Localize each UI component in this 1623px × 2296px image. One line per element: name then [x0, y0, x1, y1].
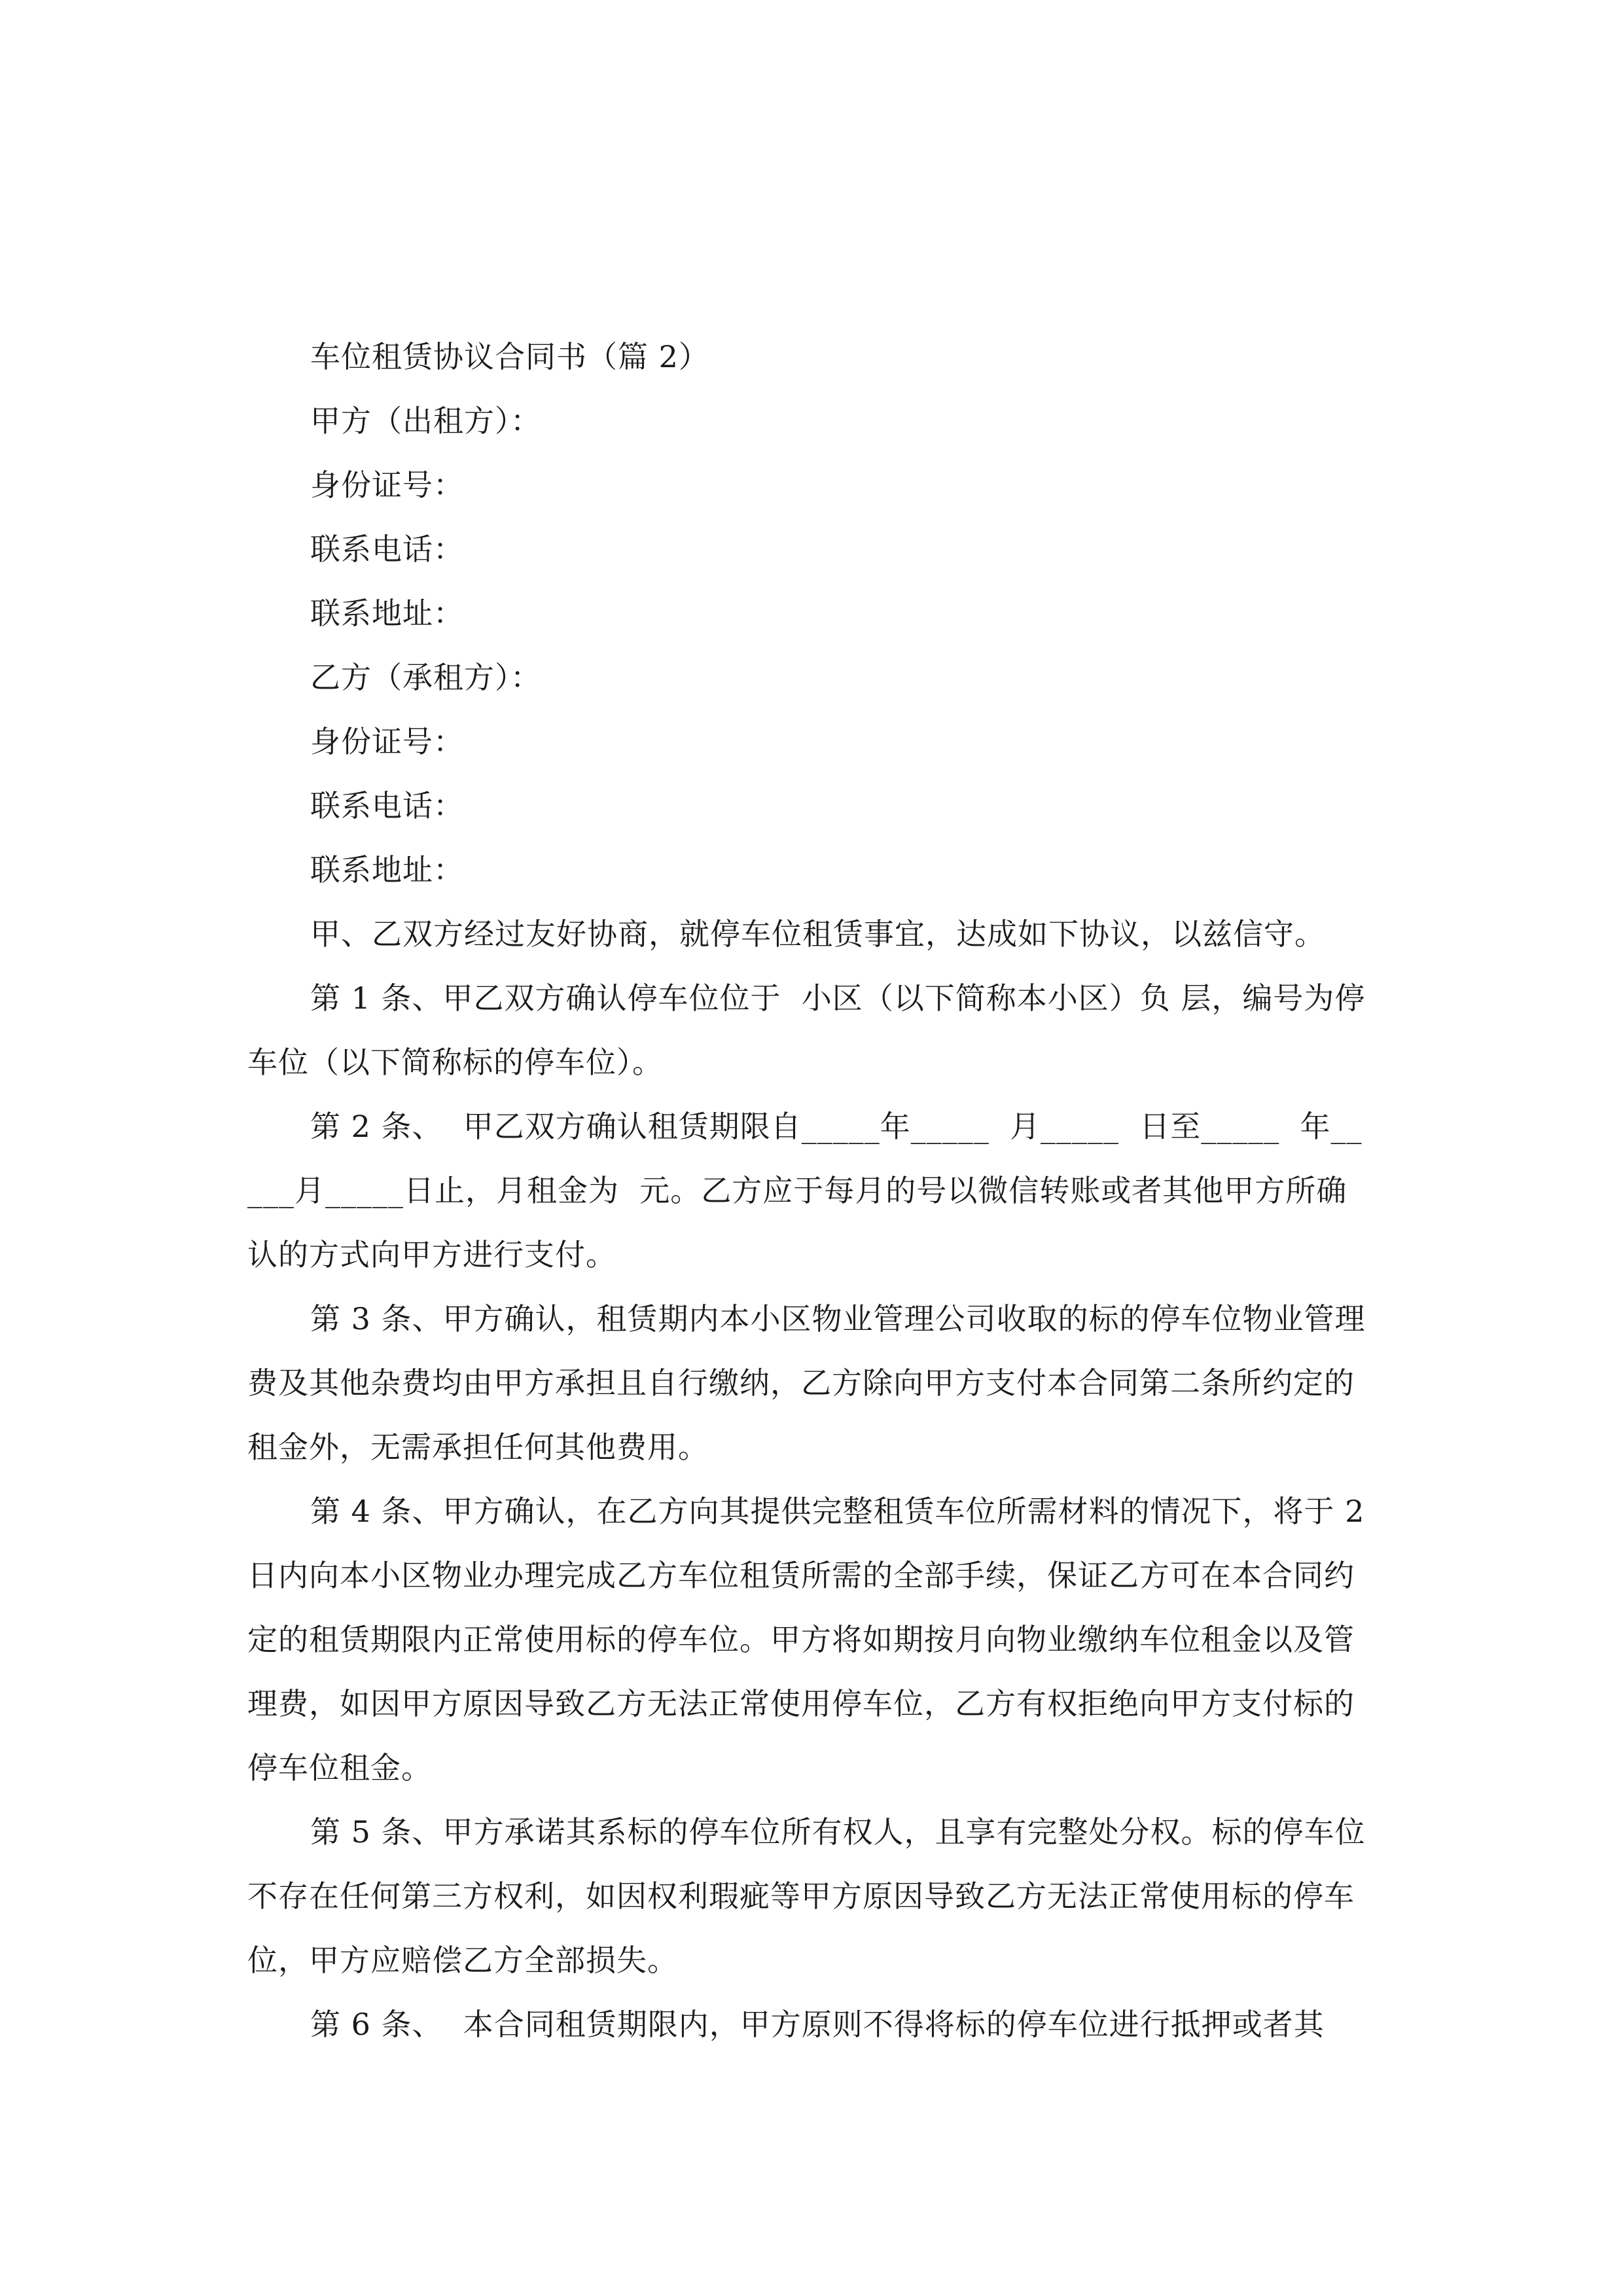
article-4-paragraph: 第 4 条、甲方确认，在乙方向其提供完整租赁车位所需材料的情况下，将于 2 日内向本小区物业办理完成乙方车位租赁所需的全部手续，保证乙方可在本合同约定的租赁期限内正常使用标的停车位。甲方将如期按月向物业缴纳车位租金以及管理费，如因甲方原因导致乙方无法正常使用停车位，乙方有权拒绝向甲方支付标的停车位租金。 [247, 1494, 1376, 1785]
article-2-paragraph: 第 2 条、 甲乙双方确认租赁期限自_____年_____ 月_____ 日至_____ 年_____月_____日止，月租金为 元。乙方应于每月的号以微信转账或者其他甲方所确认的方式向甲方进行支付。 [247, 1109, 1363, 1272]
article-1-paragraph: 第 1 条、甲乙双方确认停车位位于 小区（以下简称本小区）负 层，编号为停车位（以下简称标的停车位）。 [247, 980, 1366, 1080]
party-a-phone-label: 联系电话： [310, 531, 464, 567]
party-a-address-label: 联系地址： [310, 596, 464, 631]
party-b-address-label: 联系地址： [310, 852, 464, 888]
party-a-id-label: 身份证号： [310, 467, 464, 503]
document-title: 车位租赁协议合同书（篇 2） [310, 339, 709, 374]
party-b-phone-label: 联系电话： [310, 788, 464, 823]
article-6-paragraph: 第 6 条、 本合同租赁期限内，甲方原则不得将标的停车位进行抵押或者其 [310, 2007, 1325, 2042]
party-a-label: 甲方（出租方）： [310, 403, 541, 439]
article-3-paragraph: 第 3 条、甲方确认，租赁期内本小区物业管理公司收取的标的停车位物业管理费及其他杂费均由甲方承担且自行缴纳，乙方除向甲方支付本合同第二条所约定的租金外，无需承担任何其他费用。 [247, 1301, 1366, 1465]
article-5-paragraph: 第 5 条、甲方承诺其系标的停车位所有权人，且享有完整处分权。标的停车位不存在任何第三方权利，如因权利瑕疵等甲方原因导致乙方无法正常使用标的停车位，甲方应赔偿乙方全部损失。 [247, 1814, 1366, 1978]
preamble-paragraph: 甲、乙双方经过友好协商，就停车位租赁事宜，达成如下协议，以兹信守。 [310, 916, 1325, 952]
party-b-label: 乙方（承租方）： [310, 660, 541, 695]
party-b-id-label: 身份证号： [310, 724, 464, 759]
